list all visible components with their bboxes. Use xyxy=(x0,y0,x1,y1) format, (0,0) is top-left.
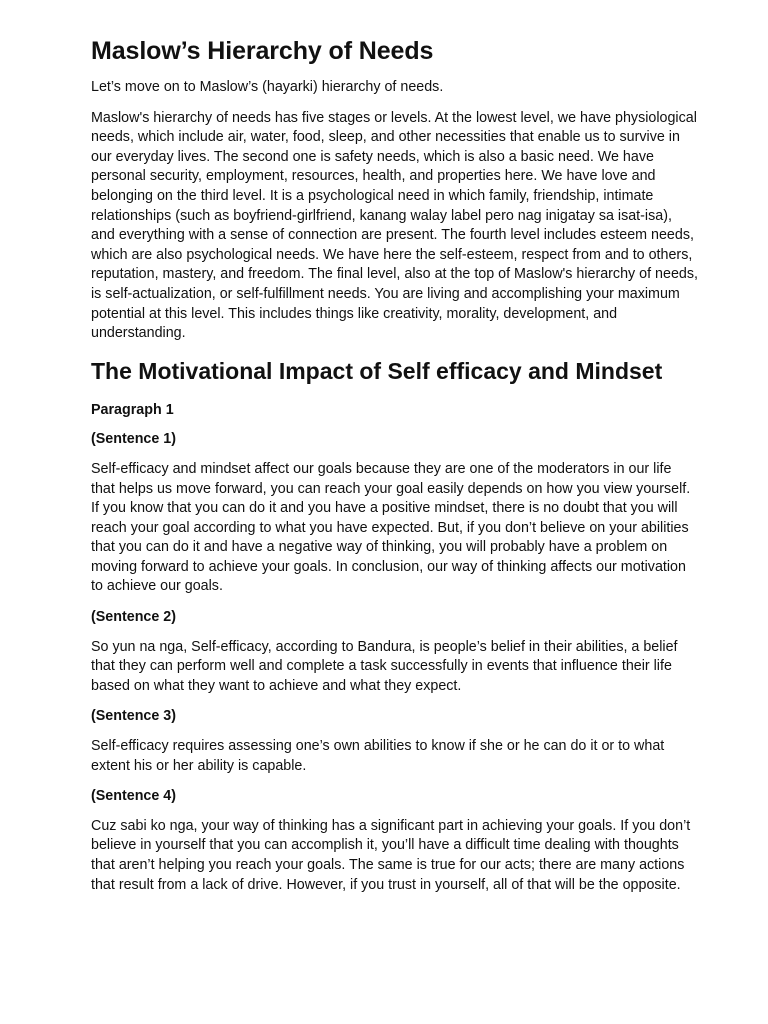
paragraph-label: Paragraph 1 xyxy=(91,401,174,418)
intro-paragraph: Let’s move on to Maslow’s (hayarki) hierarchy of needs. xyxy=(91,79,444,95)
sentence-4-text: Cuz sabi ko nga, your way of thinking has a significant part in achieving your goals. If you don’t believe in yourself that you can accomplish it, you’ll have a difficult time dealing with thoughts that aren’t helping you reach your goals. The same is true for our acts; there are many actions that result from a lack of drive. However, if you trust in yourself, all of that will be the opposite. xyxy=(91,817,691,893)
sentence-1-text: Self-efficacy and mindset affect our goals because they are one of the moderators in our life that helps us move forward, you can reach your goal easily depends on how you view yourself. If you know that you can do it and you have a positive mindset, there is no doubt that you will reach your goal according to what you have expected. But, if you don’t believe on your abilities that you can do it and have a negative way of thinking, you will probably have a problem on moving forward to achieve your goals. In conclusion, our way of thinking affects our motivation to achieve our goals. xyxy=(91,460,691,595)
sentence-3-text: Self-efficacy requires assessing one’s own abilities to know if she or he can do it or to what extent his or her ability is capable. xyxy=(91,738,665,774)
sentence-3-label: (Sentence 3) xyxy=(91,708,177,725)
section-heading: The Motivational Impact of Self efficacy and Mindset xyxy=(91,357,663,384)
sentence-1-label: (Sentence 1) xyxy=(91,431,177,448)
sentence-2-label: (Sentence 2) xyxy=(91,609,177,626)
page-title: Maslow’s Hierarchy of Needs xyxy=(91,37,434,65)
maslow-paragraph: Maslow's hierarchy of needs has five stages or levels. At the lowest level, we have physiological needs, which include air, water, food, sleep, and other necessities that enable us to survive in our everyday lives. The second one is safety needs, which is also a basic need. We have personal security, employment, resources, health, and properties here. We have love and belonging on the third level. It is a psychological need in which family, friendship, intimate relationships (such as boyfriend-girlfriend, kanang walay label pero nag inigatay sa isat-isa), and everything with a sense of connection are present. The fourth level includes esteem needs, which are also psychological needs. We have here the self-esteem, respect from and to others, reputation, mastery, and freedom. The final level, also at the top of Maslow's hierarchy of needs, is self-actualization, or self-fulfillment needs. You are living and accomplishing your maximum potential at this level. This includes things like creativity, morality, development, and understanding. xyxy=(91,109,698,342)
sentence-4-label: (Sentence 4) xyxy=(91,788,177,805)
sentence-2-text: So yun na nga, Self-efficacy, according to Bandura, is people’s belief in their abilities, a belief that they can perform well and complete a task successfully in events that influence their life based on what they want to achieve and what they expect. xyxy=(91,638,678,694)
